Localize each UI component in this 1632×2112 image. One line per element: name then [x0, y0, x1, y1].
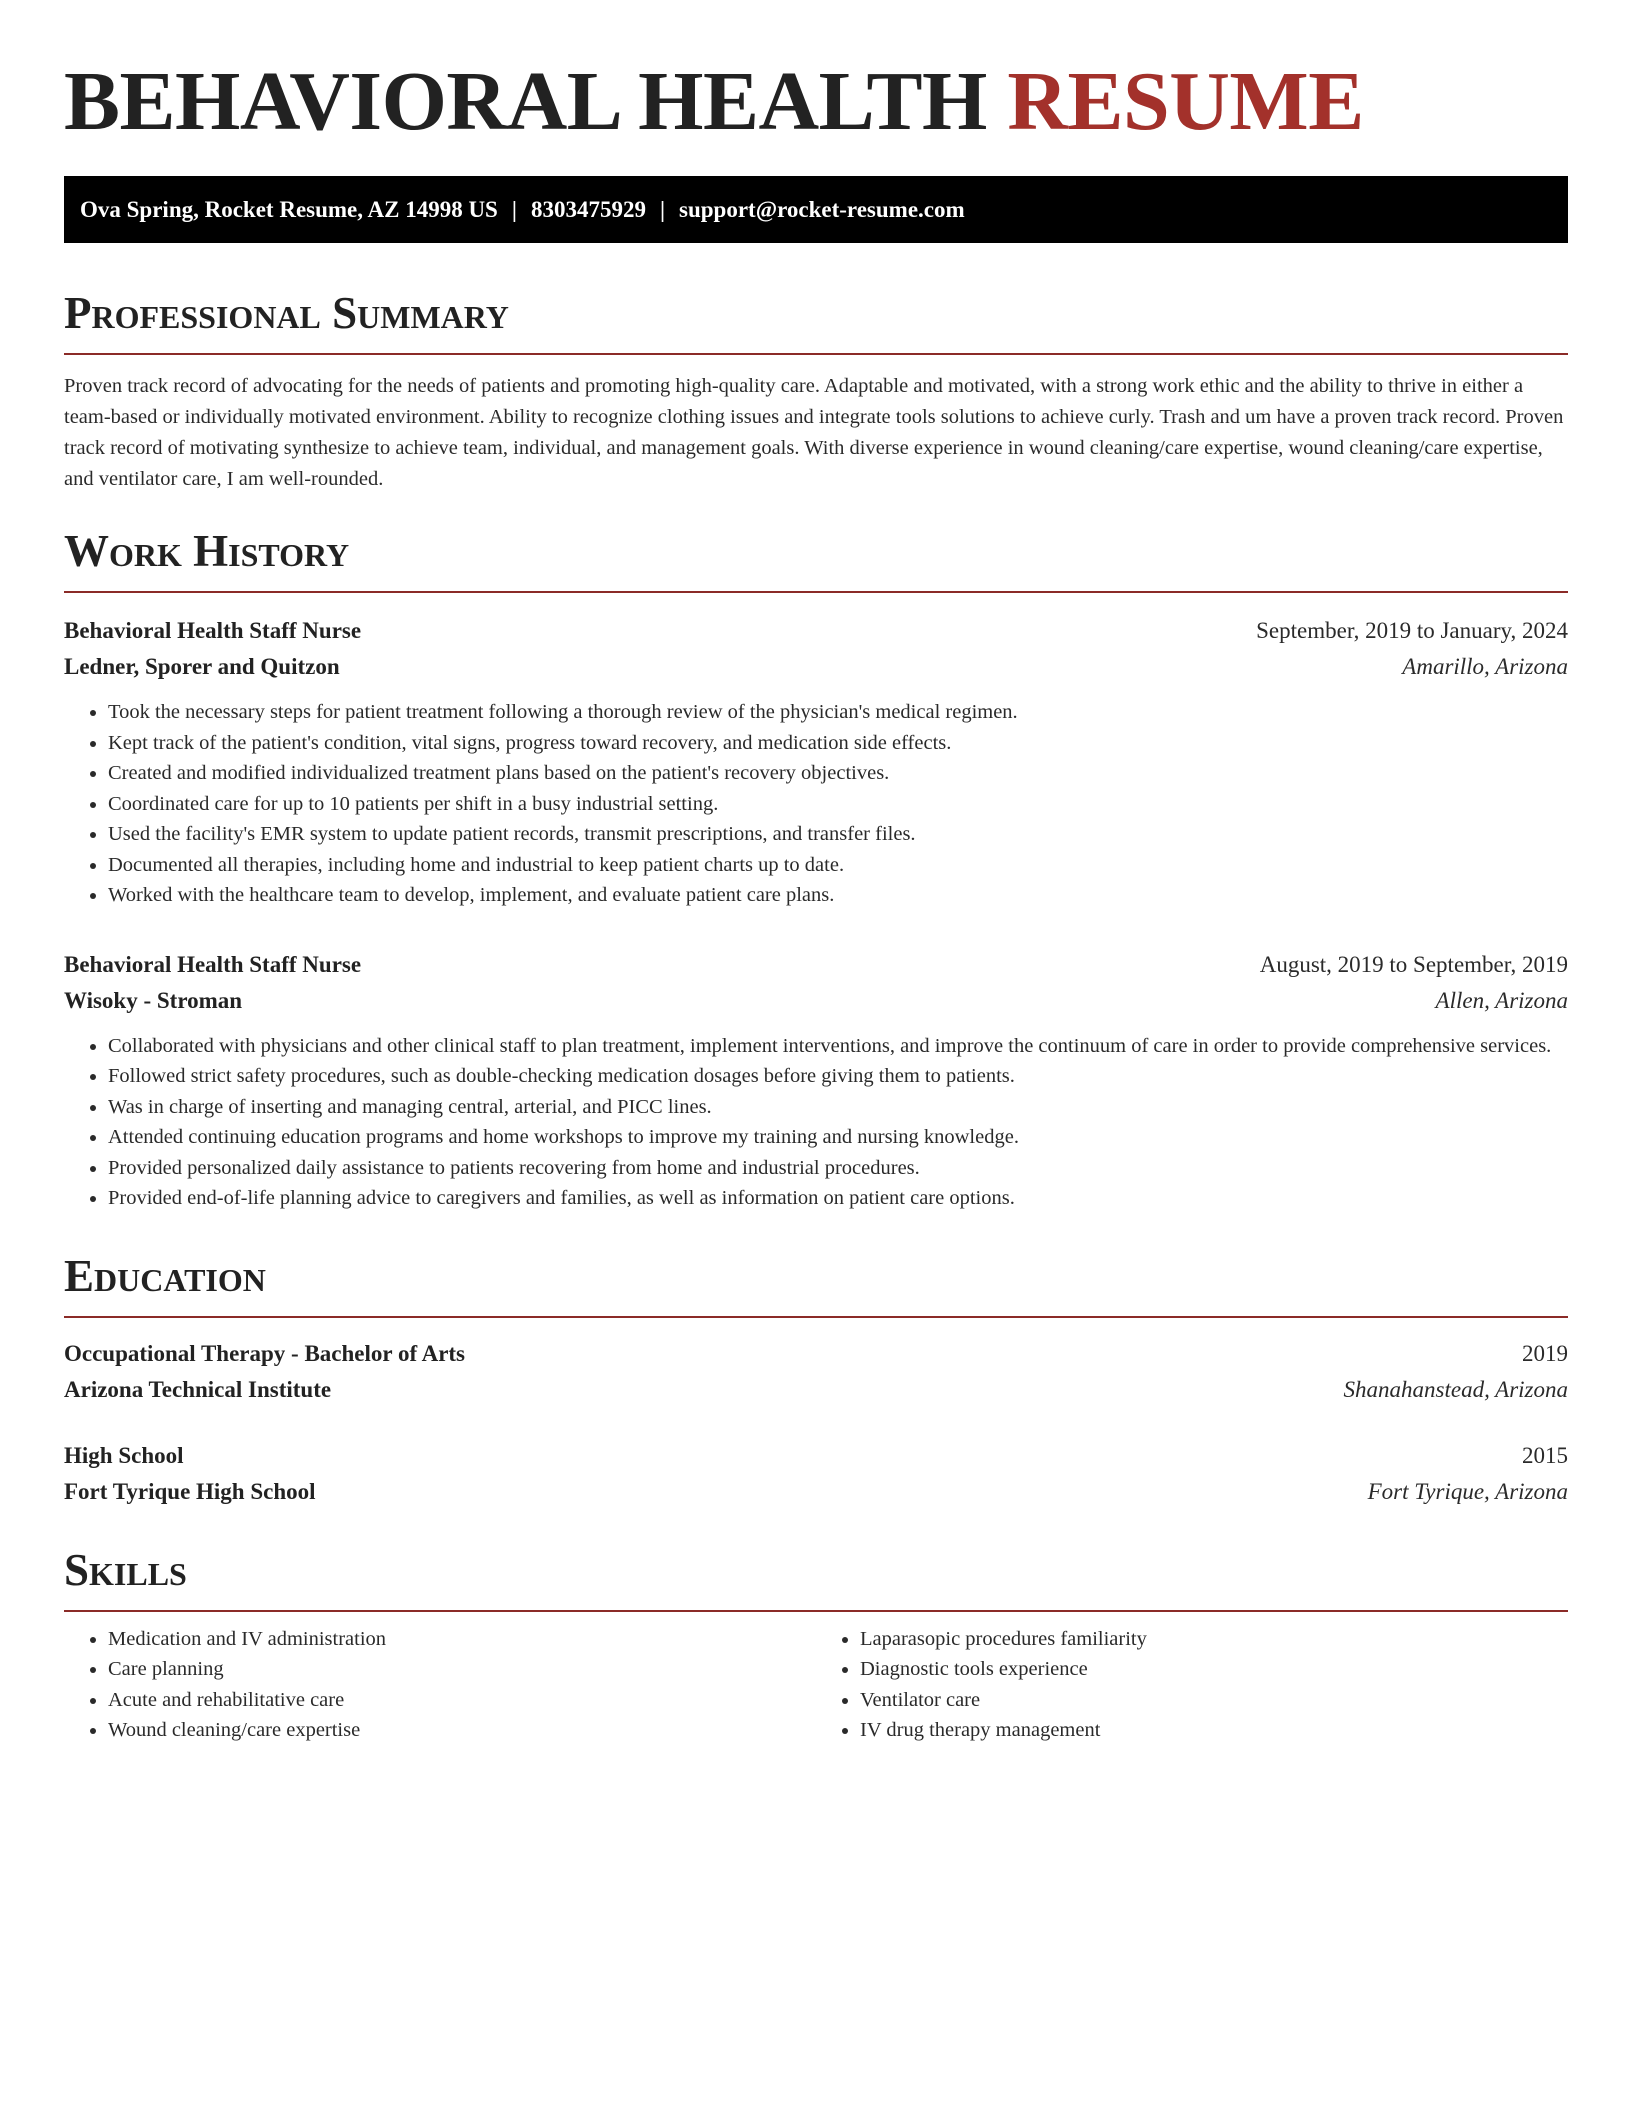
section-divider	[64, 1316, 1568, 1318]
education-year: 2015	[1522, 1442, 1568, 1468]
work-history-section	[64, 525, 1568, 1214]
education-entry	[64, 1438, 1568, 1510]
job-header-row	[64, 947, 1568, 983]
job-bullet: • Documented all therapies, including home and industrial to keep patient charts up to date.	[108, 850, 1568, 881]
job-company: Wisoky - Stroman	[64, 987, 243, 1013]
education-entry	[64, 1336, 1568, 1408]
skills-heading: Skills	[64, 1544, 187, 1595]
job-header-row	[64, 613, 1568, 649]
job-bullet: • Attended continuing education programs and home workshops to improve my training and nursing knowledge.	[108, 1122, 1568, 1153]
education-school: Fort Tyrique High School	[64, 1478, 316, 1504]
job-location: Amarillo, Arizona	[1402, 654, 1568, 679]
job-title: Behavioral Health Staff Nurse	[64, 618, 362, 643]
job-bullet: • Kept track of the patient's condition, vital signs, progress toward recovery, and medication side effects.	[108, 728, 1568, 759]
title-main: BEHAVIORAL HEALTH	[64, 55, 1008, 148]
resume-title	[64, 52, 1568, 152]
job-bullet: • Provided personalized daily assistance to patients recovering from home and industrial procedures.	[108, 1153, 1568, 1184]
title-accent: RESUME	[1007, 55, 1364, 148]
job-bullet: • Worked with the healthcare team to develop, implement, and evaluate patient care plans.	[108, 880, 1568, 911]
skill-item: • Ventilator care	[860, 1685, 1568, 1716]
education-school-row	[64, 1474, 1568, 1510]
skill-item: • Wound cleaning/care expertise	[108, 1715, 816, 1746]
job-bullet: • Created and modified individualized treatment plans based on the patient's recovery objectives.	[108, 758, 1568, 789]
skills-columns	[64, 1624, 1568, 1746]
contact-bar	[64, 176, 1568, 243]
section-divider	[64, 353, 1568, 355]
job-bullet: • Coordinated care for up to 10 patients per shift in a busy industrial setting.	[108, 789, 1568, 820]
education-location: Fort Tyrique, Arizona	[1367, 1478, 1568, 1504]
education-heading: Education	[64, 1250, 266, 1301]
job-bullets	[64, 697, 1568, 911]
job-dates: August, 2019 to September, 2019	[1259, 951, 1568, 977]
skills-section	[64, 1544, 1568, 1746]
job-dates: September, 2019 to January, 2024	[1256, 618, 1568, 643]
contact-separator: |	[511, 197, 517, 222]
summary-text: Proven track record of advocating for the needs of patients and promoting high-quality care. Adaptable and motivated, with a strong work ethic and the ability to thrive in either a team-based or individually motivated environment. Ability to recognize clothing issues and integrate tools solutions to achieve curly. Trash and um have a proven track record. Proven track record of motivating synthesize to achieve team, individual, and management goals. With diverse experience in wound cleaning/care expertise, wound cleaning/care expertise, and ventilator care, I am well-rounded.	[64, 375, 1564, 490]
education-school-row	[64, 1372, 1568, 1408]
education-header-row	[64, 1336, 1568, 1372]
skills-right-column	[816, 1624, 1568, 1746]
education-degree: Occupational Therapy - Bachelor of Arts	[64, 1340, 466, 1366]
skill-item: • IV drug therapy management	[860, 1715, 1568, 1746]
education-school: Arizona Technical Institute	[64, 1376, 332, 1402]
job-bullets	[64, 1031, 1568, 1214]
job-bullet: • Used the facility's EMR system to update patient records, transmit prescriptions, and transfer files.	[108, 819, 1568, 850]
education-year: 2019	[1522, 1340, 1568, 1366]
job-company-row	[64, 649, 1568, 685]
skill-item: • Acute and rehabilitative care	[108, 1685, 816, 1716]
job-bullet: • Provided end-of-life planning advice to caregivers and families, as well as information on patient care options.	[108, 1183, 1568, 1214]
job-company: Ledner, Sporer and Quitzon	[64, 654, 340, 679]
job-bullet: • Took the necessary steps for patient treatment following a thorough review of the physician's medical regimen.	[108, 697, 1568, 728]
education-section	[64, 1250, 1568, 1510]
job-title: Behavioral Health Staff Nurse	[64, 951, 362, 977]
summary-section	[64, 287, 1568, 495]
education-location: Shanahanstead, Arizona	[1343, 1376, 1568, 1402]
job-bullet: • Was in charge of inserting and managing central, arterial, and PICC lines.	[108, 1092, 1568, 1123]
job-entry	[64, 613, 1568, 911]
skill-item: • Diagnostic tools experience	[860, 1654, 1568, 1685]
job-bullet: • Followed strict safety procedures, such as double-checking medication dosages before giving them to patients.	[108, 1061, 1568, 1092]
job-bullet: • Collaborated with physicians and other clinical staff to plan treatment, implement interventions, and improve the continuum of care in order to provide comprehensive services.	[108, 1031, 1568, 1062]
contact-email[interactable]: support@rocket-resume.com	[679, 197, 965, 222]
job-company-row	[64, 983, 1568, 1019]
skill-item: • Laparasopic procedures familiarity	[860, 1624, 1568, 1655]
section-divider	[64, 1610, 1568, 1612]
contact-separator: |	[659, 197, 666, 222]
job-entry	[64, 947, 1568, 1214]
contact-address: Ova Spring, Rocket Resume, AZ 14998 US	[80, 197, 498, 222]
education-header-row	[64, 1438, 1568, 1474]
skill-item: • Care planning	[108, 1654, 816, 1685]
contact-phone[interactable]: 8303475929	[530, 197, 646, 222]
skills-left-column	[64, 1624, 816, 1746]
skill-item: • Medication and IV administration	[108, 1624, 816, 1655]
section-divider	[64, 591, 1568, 593]
summary-heading: Professional Summary	[64, 288, 509, 338]
job-location: Allen, Arizona	[1435, 987, 1568, 1013]
education-degree: High School	[64, 1442, 184, 1468]
work-history-heading: Work History	[64, 526, 350, 576]
